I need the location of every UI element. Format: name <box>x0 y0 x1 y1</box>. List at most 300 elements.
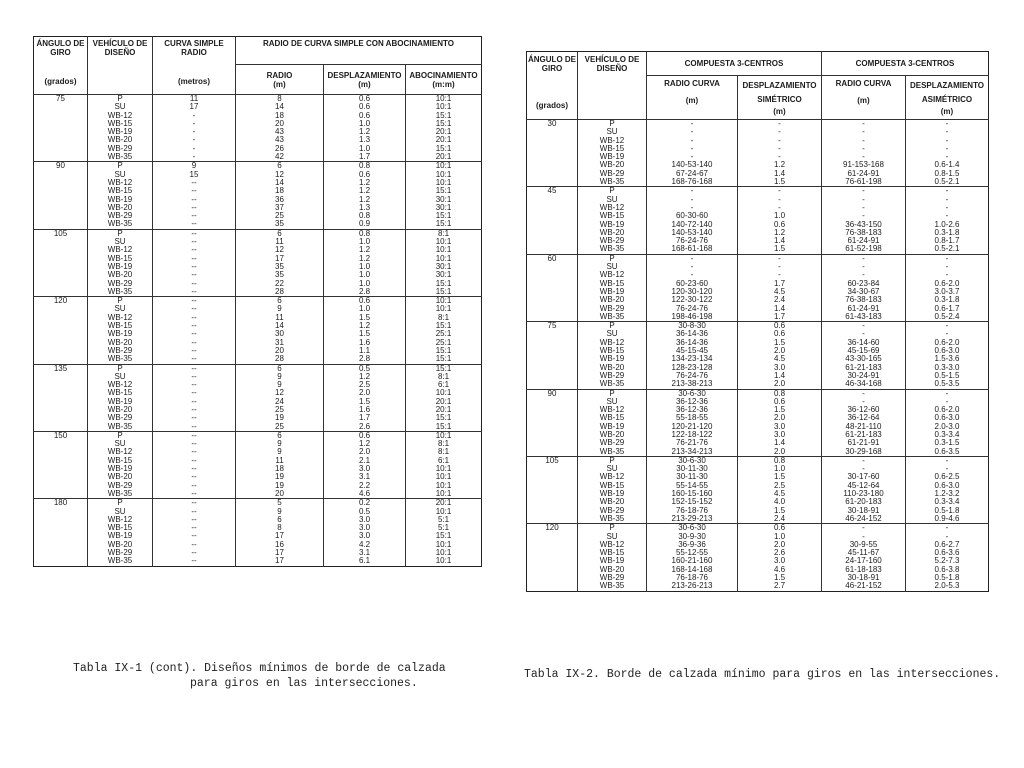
o1-value: 2.0 <box>773 379 786 389</box>
vehicles-value: WB-29 <box>107 548 133 558</box>
o2-value: - <box>945 464 949 474</box>
o2-value: - <box>945 119 949 128</box>
r2-value: - <box>862 456 865 465</box>
r1-value: - <box>690 127 694 137</box>
vehicles-value: WB-12 <box>107 110 133 120</box>
simple-cell <box>153 162 236 229</box>
r2-value: 30-29-168 <box>845 446 882 456</box>
r2-value: - <box>862 143 865 153</box>
r2-value: - <box>862 254 865 263</box>
table-row <box>34 364 482 431</box>
simple-value: -- <box>191 354 197 364</box>
o2-value: - <box>945 254 949 263</box>
radius-cell <box>236 364 324 431</box>
o1-value: 1.5 <box>773 472 786 482</box>
o2-value: - <box>945 531 949 541</box>
t2-header-radius-1 <box>647 76 738 120</box>
r2-value: - <box>862 329 865 339</box>
o1-value: 1.2 <box>773 227 786 237</box>
o1-value: 1.7 <box>773 311 786 321</box>
vehicles-value: SU <box>606 396 618 406</box>
vehicles-value: WB-35 <box>599 177 625 187</box>
vehicles-value: WB-15 <box>107 321 133 331</box>
offset-value: 0.2 <box>358 498 371 508</box>
vehicles-value: WB-35 <box>599 513 625 523</box>
taper-value: 10:1 <box>435 237 452 247</box>
vehicles-cell <box>578 322 647 389</box>
o2-value: 0.5-1.5 <box>934 370 960 380</box>
offset-value: 3.0 <box>358 514 371 524</box>
t2-header-offset-1-unit: (m) <box>773 107 786 116</box>
o1-value: 0.6 <box>773 396 786 406</box>
r1-value: 55-18-55 <box>675 413 709 423</box>
header-angle-label: ÁNGULO DE GIRO <box>36 39 85 57</box>
offset-value: 1.2 <box>358 127 371 137</box>
vehicles-value: P <box>117 498 123 508</box>
taper-value: 8:1 <box>437 229 450 238</box>
r2-value: - <box>862 194 865 204</box>
vehicles-value: WB-12 <box>107 245 133 255</box>
t2-header-radius-1-label: RADIO CURVA <box>664 79 720 88</box>
radius-value: 28 <box>275 286 284 296</box>
r2-value: 91-153-168 <box>843 160 884 170</box>
vehicles-value: WB-15 <box>599 143 625 153</box>
r1-value: 152-15-152 <box>671 497 713 507</box>
vehicles-value: WB-19 <box>599 489 625 499</box>
taper-value: 15:1 <box>435 143 452 153</box>
simple-value: -- <box>191 439 197 449</box>
taper-value: 10:1 <box>435 253 452 263</box>
r1-value: - <box>690 186 694 196</box>
r1-value: - <box>690 270 694 280</box>
r2-value: 61-24-91 <box>847 303 880 313</box>
radius-value: 24 <box>275 396 284 406</box>
radius-value: 43 <box>275 127 284 137</box>
vehicles-value: SU <box>114 169 126 179</box>
r2-value: - <box>862 127 865 137</box>
o2-value: 0.3-3.4 <box>934 497 960 507</box>
o1-value: 2.0 <box>773 346 786 356</box>
t2-header-angle-label: ÁNGULO DE GIRO <box>528 55 576 73</box>
angle-cell: 60 <box>527 254 578 321</box>
o1-value: 0.6 <box>773 321 786 331</box>
o1-value: - <box>778 135 781 145</box>
vehicles-value: SU <box>114 102 126 112</box>
r2-value: - <box>862 186 865 196</box>
offset-value: 0.6 <box>358 110 371 120</box>
r2-value: 46-34-168 <box>845 379 882 389</box>
r2-value: 30-9-55 <box>849 539 878 549</box>
o2-value: 0.6-1.7 <box>934 303 960 313</box>
offset-value: 2.2 <box>358 480 371 490</box>
t2-header-offset-1-label: DESPLAZAMIENTO SIMÉTRICO <box>742 81 817 104</box>
vehicles-value: WB-19 <box>599 219 625 229</box>
vehicles-value: WB-29 <box>107 345 133 355</box>
o1-value: - <box>778 270 781 280</box>
simple-value: -- <box>191 404 197 414</box>
angle-cell: 75 <box>527 322 578 389</box>
r1-value: 36-14-36 <box>675 337 709 347</box>
table-row <box>527 524 989 591</box>
t2-header-group-2: COMPUESTA 3-CENTROS <box>822 52 989 76</box>
offset-value: 1.2 <box>358 245 371 255</box>
r2-value: 30-18-91 <box>847 505 880 515</box>
r2-value: 61-52-198 <box>845 244 882 254</box>
simple-value: - <box>192 143 196 153</box>
vehicles-value: P <box>609 186 615 196</box>
offset-value: 0.9 <box>358 219 371 229</box>
simple-value: -- <box>191 296 197 306</box>
radius-value: 18 <box>275 110 284 120</box>
o1-value: 4.5 <box>773 489 786 499</box>
o2-value: - <box>945 194 949 204</box>
o1-value: 1.5 <box>773 573 786 583</box>
vehicles-value: WB-15 <box>599 211 625 221</box>
vehicles-value: WB-20 <box>599 227 625 237</box>
offset-value: 1.0 <box>358 118 371 128</box>
simple-value: -- <box>191 202 197 212</box>
r2-value: - <box>862 523 865 533</box>
r2-value: - <box>862 464 865 474</box>
radius-value: 36 <box>275 194 284 204</box>
taper-value: 15:1 <box>435 421 452 431</box>
vehicles-value: WB-12 <box>107 514 133 524</box>
simple-value: -- <box>191 498 197 508</box>
taper-cell <box>406 431 482 498</box>
r2-value: 45-11-67 <box>847 548 880 558</box>
o1-value: 0.8 <box>773 389 786 398</box>
t2-header-radius-1-unit: (m) <box>685 96 699 105</box>
offset-value: 1.0 <box>358 278 371 288</box>
radius-value: 14 <box>275 102 284 112</box>
vehicles-value: WB-19 <box>599 354 625 364</box>
r2-value: - <box>862 396 865 406</box>
radius-value: 6 <box>277 364 282 373</box>
offset-cell <box>324 499 406 566</box>
r1-value: 76-21-76 <box>675 438 709 448</box>
vehicles-value: SU <box>606 329 618 339</box>
o2-value: - <box>945 396 949 406</box>
vehicles-value: WB-20 <box>107 270 133 280</box>
r2-value: 61-21-91 <box>847 438 880 448</box>
vehicles-value: WB-12 <box>107 380 133 390</box>
vehicles-value: P <box>609 456 615 465</box>
radius-value: 20 <box>275 488 284 498</box>
vehicles-value: WB-35 <box>107 354 133 364</box>
r2-value: 61-21-183 <box>845 362 882 372</box>
r2-cell <box>822 322 906 389</box>
r1-value: 213-38-213 <box>671 379 713 389</box>
offset-value: 4.2 <box>358 539 371 549</box>
r2-value: - <box>862 262 865 272</box>
offset-value: 1.0 <box>358 261 371 271</box>
r1-value: 140-72-140 <box>671 219 713 229</box>
r1-cell <box>647 389 738 456</box>
taper-value: 10:1 <box>435 480 452 490</box>
o2-cell <box>906 120 989 187</box>
radius-value: 30 <box>275 329 284 339</box>
angle-cell: 120 <box>527 524 578 591</box>
t2-header-offset-1 <box>738 76 822 120</box>
r1-value: - <box>690 119 694 128</box>
offset-value: 1.2 <box>358 439 371 449</box>
angle-cell: 90 <box>34 162 88 229</box>
vehicles-value: WB-20 <box>107 539 133 549</box>
vehicles-value: WB-12 <box>107 447 133 457</box>
r2-value: 61-18-183 <box>845 564 882 574</box>
o1-value: 1.5 <box>773 177 786 187</box>
vehicles-value: SU <box>606 127 618 137</box>
vehicles-value: WB-35 <box>107 488 133 498</box>
radius-cell <box>236 499 324 566</box>
offset-value: 1.3 <box>358 202 371 212</box>
o1-cell <box>738 254 822 321</box>
vehicles-value: WB-35 <box>599 379 625 389</box>
o2-value: 2.0-5.3 <box>934 581 960 591</box>
radius-value: 19 <box>275 480 284 490</box>
taper-cell <box>406 95 482 162</box>
radius-value: 20 <box>275 345 284 355</box>
radius-value: 12 <box>275 245 284 255</box>
vehicles-value: WB-35 <box>599 311 625 321</box>
header-radius-label: RADIO <box>266 70 293 80</box>
o1-value: 2.0 <box>773 446 786 456</box>
simple-value: -- <box>191 548 197 558</box>
t2-header-angle-unit: (grados) <box>536 101 568 110</box>
o2-value: 0.3-1.8 <box>934 227 960 237</box>
radius-value: 25 <box>275 404 284 414</box>
o2-value: 0.6-2.0 <box>934 405 960 415</box>
offset-value: 0.5 <box>358 506 371 516</box>
r1-cell <box>647 524 738 591</box>
vehicles-value: WB-19 <box>599 286 625 296</box>
taper-value: 15:1 <box>435 219 452 229</box>
r1-value: 76-18-76 <box>675 505 709 515</box>
vehicles-value: SU <box>606 194 618 204</box>
o1-value: 1.5 <box>773 337 786 347</box>
offset-value: 1.0 <box>358 143 371 153</box>
angle-cell: 105 <box>527 456 578 523</box>
simple-value: -- <box>191 447 197 457</box>
angle-cell: 105 <box>34 229 88 296</box>
taper-value: 20:1 <box>435 127 452 137</box>
r1-cell <box>647 322 738 389</box>
simple-cell <box>153 364 236 431</box>
o2-value: - <box>945 135 949 145</box>
r1-value: 76-24-76 <box>675 303 709 313</box>
r1-value: 134-23-134 <box>671 354 713 364</box>
taper-value: 5:1 <box>437 523 450 533</box>
r1-cell <box>647 456 738 523</box>
taper-value: 10:1 <box>435 94 452 103</box>
r1-value: 60-23-60 <box>675 278 709 288</box>
offset-value: 1.2 <box>358 177 371 187</box>
radius-value: 6 <box>277 296 282 306</box>
r2-value: 30-24-91 <box>847 370 880 380</box>
r2-value: - <box>862 321 865 331</box>
vehicles-value: WB-15 <box>107 523 133 533</box>
r1-value: 55-14-55 <box>675 480 709 490</box>
vehicles-value: P <box>117 364 123 373</box>
vehicles-value: WB-20 <box>599 362 625 372</box>
o2-value: 3.0-3.7 <box>934 286 960 296</box>
simple-value: - <box>192 118 196 128</box>
header-angle <box>34 37 88 95</box>
caption-table-ix-2: Tabla IX-2. Borde de calzada mínimo para giros en las intersecciones. <box>524 668 1001 681</box>
r1-cell <box>647 254 738 321</box>
o1-value: 1.4 <box>773 168 786 178</box>
vehicles-value: WB-15 <box>107 388 133 398</box>
vehicles-value: P <box>117 161 123 171</box>
simple-cell <box>153 229 236 296</box>
o1-value: 3.0 <box>773 556 786 566</box>
simple-value: -- <box>191 413 197 423</box>
o2-value: - <box>945 262 949 272</box>
vehicles-value: WB-12 <box>107 312 133 322</box>
radius-cell <box>236 95 324 162</box>
simple-value: -- <box>191 531 197 541</box>
simple-cell <box>153 499 236 566</box>
r2-value: 36-43-150 <box>845 219 882 229</box>
radius-value: 6 <box>277 431 282 440</box>
vehicles-value: WB-15 <box>107 186 133 196</box>
o1-value: 2.0 <box>773 539 786 549</box>
vehicles-value: SU <box>114 439 126 449</box>
o2-value: 0.6-2.5 <box>934 472 960 482</box>
radius-value: 26 <box>275 143 284 153</box>
table-ix-1-header <box>34 37 482 95</box>
simple-value: -- <box>191 278 197 288</box>
r2-value: 76-38-183 <box>845 227 882 237</box>
radius-value: 22 <box>275 278 284 288</box>
o1-value: 2.4 <box>773 513 786 523</box>
offset-value: 0.6 <box>358 102 371 112</box>
taper-value: 30:1 <box>435 202 452 212</box>
offset-value: 2.8 <box>358 354 371 364</box>
o2-value: - <box>945 456 949 465</box>
simple-cell <box>153 297 236 364</box>
r1-value: 160-15-160 <box>671 489 713 499</box>
vehicles-value: SU <box>606 464 618 474</box>
offset-value: 2.0 <box>358 447 371 457</box>
taper-value: 10:1 <box>435 388 452 398</box>
o1-value: 2.6 <box>773 548 786 558</box>
taper-value: 10:1 <box>435 539 452 549</box>
radius-value: 43 <box>275 135 284 145</box>
table-row <box>34 431 482 498</box>
r1-value: 76-18-76 <box>675 573 709 583</box>
taper-value: 10:1 <box>435 472 452 482</box>
r2-value: 61-21-183 <box>845 429 882 439</box>
o2-cell <box>906 322 989 389</box>
radius-value: 37 <box>275 202 284 212</box>
angle-cell: 90 <box>527 389 578 456</box>
radius-value: 6 <box>277 229 282 238</box>
o2-value: - <box>945 202 949 212</box>
vehicles-value: WB-20 <box>599 497 625 507</box>
r2-value: 76-38-183 <box>845 295 882 305</box>
offset-value: 1.2 <box>358 321 371 331</box>
offset-cell <box>324 95 406 162</box>
r1-value: 76-24-76 <box>675 236 709 246</box>
o2-value: 0.6-2.7 <box>934 539 960 549</box>
r1-value: 30-6-30 <box>678 523 706 533</box>
vehicles-value: P <box>117 229 123 238</box>
r2-value: - <box>862 135 865 145</box>
o1-value: 4.6 <box>773 564 786 574</box>
offset-value: 6.1 <box>358 556 371 566</box>
taper-value: 15:1 <box>435 364 452 373</box>
vehicles-value: WB-20 <box>599 295 625 305</box>
r2-value: 60-23-84 <box>847 278 880 288</box>
radius-value: 18 <box>275 186 284 196</box>
taper-cell <box>406 229 482 296</box>
o1-value: 1.7 <box>773 278 786 288</box>
radius-value: 12 <box>275 169 284 179</box>
o2-value: 0.8-1.7 <box>934 236 960 246</box>
vehicles-cell <box>578 389 647 456</box>
taper-value: 10:1 <box>435 464 452 474</box>
radius-value: 14 <box>275 177 284 187</box>
offset-value: 0.6 <box>358 169 371 179</box>
offset-value: 1.6 <box>358 337 371 347</box>
vehicles-value: P <box>117 94 123 103</box>
radius-value: 20 <box>275 118 284 128</box>
t2-header-vehicle: VEHÍCULO DE DISEÑO <box>578 52 647 120</box>
vehicles-value: WB-20 <box>599 160 625 170</box>
offset-value: 1.3 <box>358 135 371 145</box>
taper-value: 8:1 <box>437 447 450 457</box>
taper-value: 8:1 <box>437 371 450 381</box>
vehicles-value: SU <box>606 531 618 541</box>
r1-value: 36-12-36 <box>675 396 709 406</box>
r2-value: 61-43-183 <box>845 311 882 321</box>
vehicles-value: WB-15 <box>107 455 133 465</box>
vehicles-value: WB-19 <box>599 421 625 431</box>
radius-cell <box>236 162 324 229</box>
o2-value: - <box>945 143 949 153</box>
r2-value: 24-17-160 <box>845 556 882 566</box>
o2-value: 0.6-2.0 <box>934 278 960 288</box>
header-taper <box>406 65 482 95</box>
vehicles-value: WB-12 <box>599 405 625 415</box>
r2-cell <box>822 389 906 456</box>
vehicles-value: WB-29 <box>599 303 625 313</box>
taper-value: 10:1 <box>435 431 452 440</box>
vehicles-value: WB-35 <box>107 286 133 296</box>
header-vehicle: VEHÍCULO DE DISEÑO <box>88 37 153 95</box>
r2-value: 36-14-60 <box>847 337 880 347</box>
vehicles-value: WB-15 <box>107 118 133 128</box>
table-row <box>527 389 989 456</box>
taper-value: 20:1 <box>435 396 452 406</box>
o2-value: 0.5-2.1 <box>934 177 960 187</box>
radius-value: 17 <box>275 556 284 566</box>
table-ix-2-body <box>527 120 989 592</box>
caption-line-2: para giros en las intersecciones. <box>190 677 418 690</box>
vehicles-value: WB-12 <box>599 472 625 482</box>
taper-value: 15:1 <box>435 286 452 296</box>
o2-value: 0.6-3.8 <box>934 564 960 574</box>
r2-value: 43-30-165 <box>845 354 882 364</box>
o1-value: 1.4 <box>773 438 786 448</box>
t2-header-offset-2 <box>906 76 989 120</box>
vehicles-value: WB-29 <box>107 143 133 153</box>
taper-value: 15:1 <box>435 118 452 128</box>
simple-value: -- <box>191 488 197 498</box>
simple-value: -- <box>191 539 197 549</box>
vehicles-value: WB-20 <box>107 202 133 212</box>
